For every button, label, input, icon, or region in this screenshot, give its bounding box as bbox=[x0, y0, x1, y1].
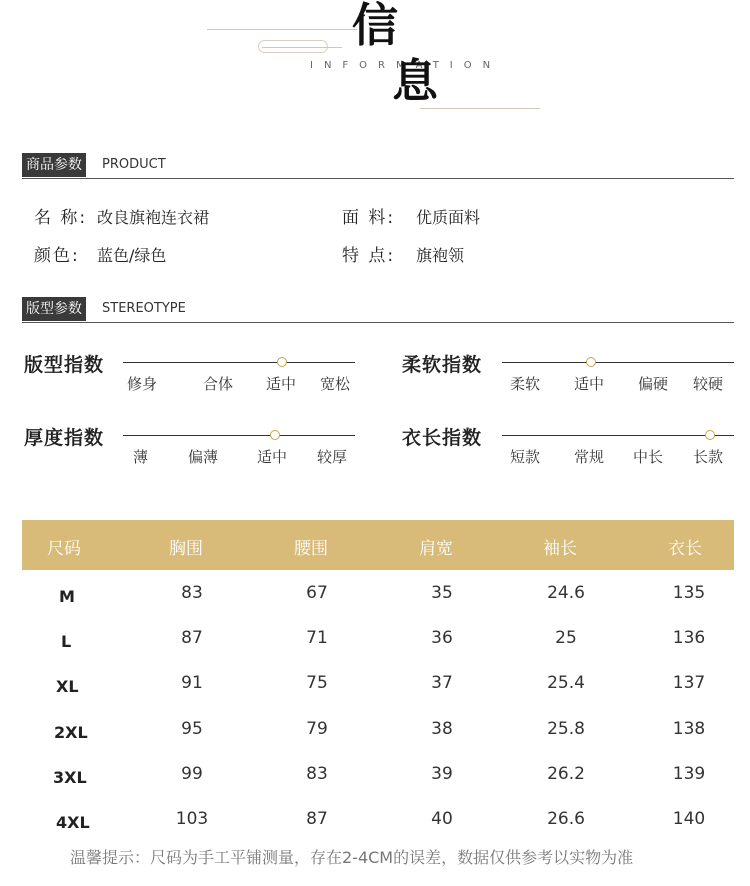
section-tag: 版型参数 bbox=[22, 297, 86, 321]
table-cell: 35 bbox=[431, 583, 453, 603]
name-key: 名 称: bbox=[34, 208, 88, 228]
table-cell: 139 bbox=[672, 764, 706, 784]
index-label: 版型指数 bbox=[24, 354, 105, 376]
table-cell: 67 bbox=[306, 583, 328, 603]
header-char-xin: 信 bbox=[352, 0, 398, 52]
table-cell: 83 bbox=[306, 764, 328, 784]
table-cell: 26.6 bbox=[547, 809, 585, 829]
size-table-header bbox=[22, 520, 734, 570]
fabric-key: 面 料: bbox=[342, 208, 396, 228]
index-option: 短款 bbox=[510, 448, 541, 466]
table-cell: 39 bbox=[431, 764, 453, 784]
table-cell: 36 bbox=[431, 628, 453, 648]
size-label: XL bbox=[56, 677, 79, 696]
table-cell: 25 bbox=[555, 628, 577, 648]
section-en-label: STEREOTYPE bbox=[102, 301, 186, 316]
index-option: 偏硬 bbox=[638, 375, 669, 393]
table-cell: 87 bbox=[306, 809, 328, 829]
table-cell: 83 bbox=[181, 583, 203, 603]
index-label: 衣长指数 bbox=[402, 427, 483, 449]
section-stereotype bbox=[22, 297, 734, 321]
color-key: 颜色: bbox=[34, 246, 80, 266]
table-header-cell: 腰围 bbox=[294, 539, 328, 559]
index-label: 厚度指数 bbox=[24, 427, 105, 449]
size-label: 2XL bbox=[54, 723, 88, 742]
header-subtitle: INFORMATION bbox=[310, 60, 502, 71]
table-cell: 103 bbox=[175, 809, 209, 829]
index-option: 适中 bbox=[266, 375, 297, 393]
table-header-cell: 袖长 bbox=[543, 539, 577, 559]
table-cell: 38 bbox=[431, 719, 453, 739]
name-value: 改良旗袍连衣裙 bbox=[97, 208, 210, 227]
section-product bbox=[22, 153, 734, 177]
table-cell: 91 bbox=[181, 673, 203, 693]
color-value: 蓝色/绿色 bbox=[97, 246, 167, 265]
table-cell: 24.6 bbox=[547, 583, 585, 603]
index-option: 柔软 bbox=[510, 375, 541, 393]
section-en-label: PRODUCT bbox=[102, 157, 166, 172]
table-cell: 135 bbox=[672, 583, 706, 603]
table-cell: 75 bbox=[306, 673, 328, 693]
size-label: L bbox=[61, 632, 72, 651]
table-cell: 79 bbox=[306, 719, 328, 739]
fabric-value: 优质面料 bbox=[416, 208, 481, 227]
table-cell: 25.4 bbox=[547, 673, 585, 693]
table-cell: 71 bbox=[306, 628, 328, 648]
index-track bbox=[123, 435, 355, 436]
size-label: M bbox=[59, 587, 75, 606]
index-option: 适中 bbox=[257, 448, 288, 466]
table-header-cell: 胸围 bbox=[169, 539, 203, 559]
header-decor-line bbox=[207, 29, 357, 30]
table-cell: 137 bbox=[672, 673, 706, 693]
index-label: 柔软指数 bbox=[402, 354, 483, 376]
table-cell: 99 bbox=[181, 764, 203, 784]
size-label: 3XL bbox=[53, 768, 87, 787]
table-cell: 25.8 bbox=[547, 719, 585, 739]
index-option: 较硬 bbox=[693, 375, 724, 393]
section-rule bbox=[22, 178, 734, 179]
index-track bbox=[502, 435, 734, 436]
index-option: 较厚 bbox=[317, 448, 348, 466]
table-header-cell: 衣长 bbox=[668, 539, 702, 559]
table-header-cell: 尺码 bbox=[47, 539, 81, 559]
feature-key: 特 点: bbox=[342, 246, 396, 266]
index-marker bbox=[586, 357, 596, 367]
table-cell: 136 bbox=[672, 628, 706, 648]
index-option: 适中 bbox=[574, 375, 605, 393]
index-option: 长款 bbox=[693, 448, 724, 466]
index-marker bbox=[277, 357, 287, 367]
index-marker bbox=[270, 430, 280, 440]
index-marker bbox=[705, 430, 715, 440]
table-cell: 26.2 bbox=[547, 764, 585, 784]
table-cell: 95 bbox=[181, 719, 203, 739]
table-cell: 40 bbox=[431, 809, 453, 829]
section-tag: 商品参数 bbox=[22, 153, 86, 177]
header-char-xi: 息 bbox=[392, 54, 438, 108]
size-label: 4XL bbox=[56, 813, 90, 832]
index-option: 修身 bbox=[127, 375, 158, 393]
table-cell: 37 bbox=[431, 673, 453, 693]
index-option: 宽松 bbox=[320, 375, 351, 393]
index-option: 中长 bbox=[633, 448, 664, 466]
header-decor-line bbox=[262, 47, 342, 48]
index-track bbox=[123, 362, 355, 363]
feature-value: 旗袍领 bbox=[416, 246, 465, 265]
index-option: 常规 bbox=[574, 448, 605, 466]
table-header-cell: 肩宽 bbox=[419, 539, 453, 559]
table-cell: 140 bbox=[672, 809, 706, 829]
section-rule bbox=[22, 322, 734, 323]
index-option: 薄 bbox=[133, 448, 149, 466]
index-option: 偏薄 bbox=[188, 448, 219, 466]
header-decor-line bbox=[420, 108, 540, 109]
table-cell: 138 bbox=[672, 719, 706, 739]
size-note: 温馨提示：尺码为手工平铺测量，存在2-4CM的误差，数据仅供参考以实物为准 bbox=[70, 848, 634, 867]
index-option: 合体 bbox=[203, 375, 234, 393]
index-track bbox=[502, 362, 734, 363]
table-cell: 87 bbox=[181, 628, 203, 648]
